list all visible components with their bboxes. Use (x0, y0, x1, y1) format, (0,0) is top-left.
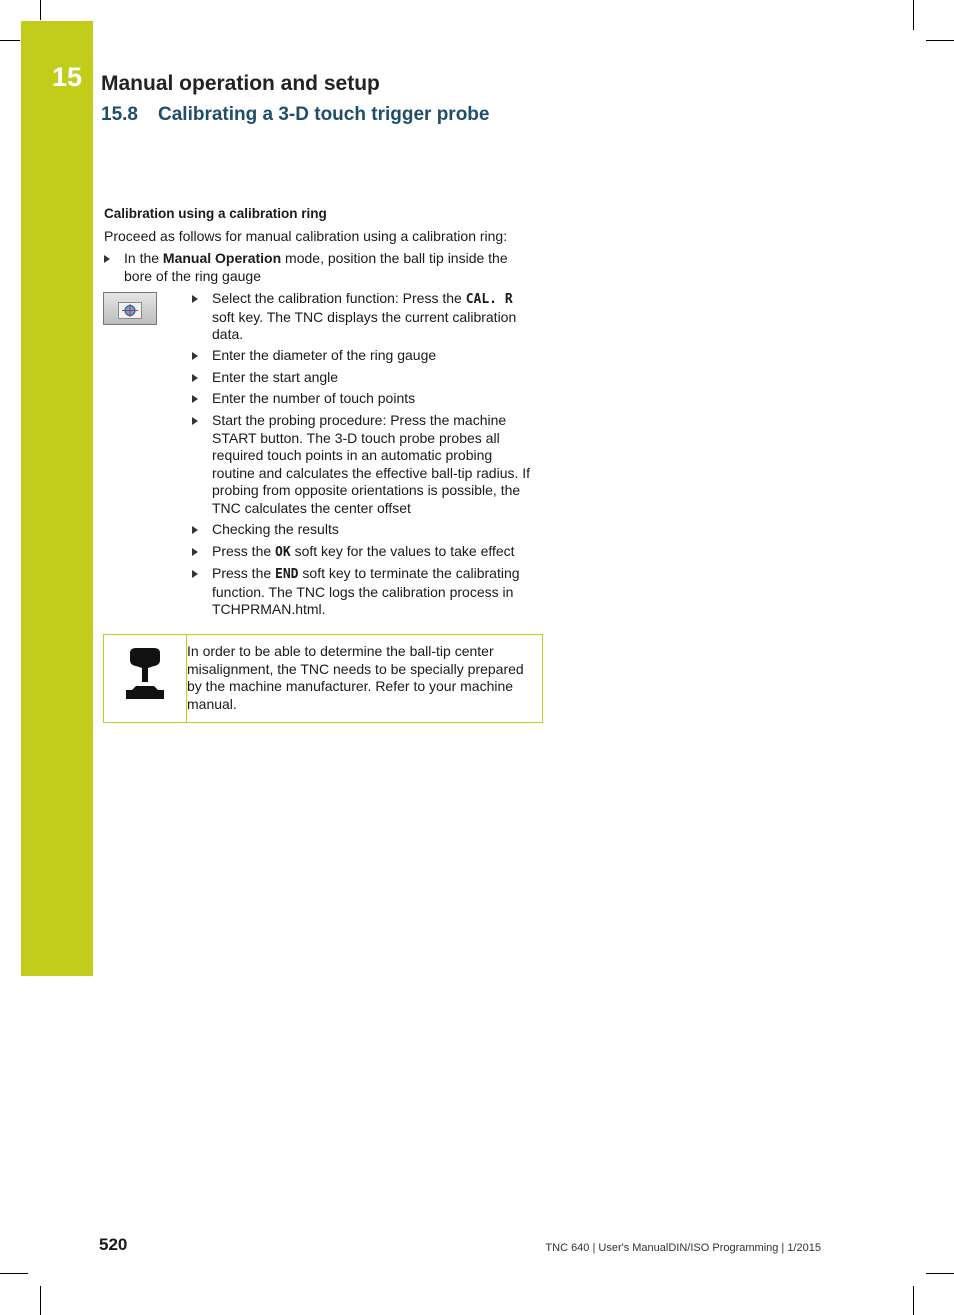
step-item (104, 250, 534, 285)
crop-mark (0, 40, 20, 41)
step-text: Enter the diameter of the ring gauge (212, 347, 437, 363)
crop-mark (926, 40, 954, 41)
softkey-name: CAL. R (465, 292, 513, 307)
bullet-arrow-icon (192, 295, 198, 303)
crop-mark (0, 1273, 28, 1274)
step-text: Start the probing procedure: Press the machine START button. The 3-D touch probe probes all required touch points in an automatic probing routine and calculates the effective ball-tip radius. If probing from opposite orientations is possible, the TNC calculates the center offset (212, 412, 531, 516)
bullet-arrow-icon (192, 548, 198, 556)
bullet-arrow-icon (192, 352, 198, 360)
bullet-arrow-icon (192, 395, 198, 403)
bullet-arrow-icon (104, 255, 110, 263)
note-box (103, 634, 543, 723)
mode-name: Manual Operation (162, 250, 282, 266)
bullet-arrow-icon (192, 526, 198, 534)
step-text: Enter the start angle (212, 369, 339, 385)
step-item (192, 290, 537, 344)
softkey-name: END (275, 567, 299, 582)
step-item (192, 543, 542, 562)
step-text: In the Manual Operation mode, position the ball tip inside the bore of the ring gauge (124, 250, 508, 284)
machine-manufacturer-icon (124, 645, 166, 705)
footer-text: TNC 640 | User's ManualDIN/ISO Programming | 1/2015 (545, 1242, 821, 1254)
step-item (192, 412, 537, 517)
crop-mark (40, 1286, 41, 1315)
chapter-number: 15 (52, 62, 83, 92)
page-number: 520 (99, 1235, 128, 1254)
crop-mark (40, 0, 41, 20)
step-text: Enter the number of touch points (212, 390, 416, 406)
step-text: Checking the results (212, 521, 339, 537)
section-title-text: Calibrating a 3-D touch trigger probe (158, 104, 490, 125)
step-text: Press the END soft key to terminate the calibrating function. The TNC logs the calibration process in TCHPRMAN.html. (212, 565, 520, 617)
intro-text: Proceed as follows for manual calibration using a calibration ring: (104, 228, 508, 244)
step-item (192, 521, 537, 539)
section-title (101, 104, 489, 126)
step-item (192, 565, 542, 619)
step-text: Press the OK soft key for the values to take effect (212, 543, 515, 560)
bullet-arrow-icon (192, 374, 198, 382)
section-number: 15.8 (101, 104, 138, 125)
chapter-title: Manual operation and setup (101, 72, 380, 95)
subheading: Calibration using a calibration ring (104, 206, 327, 221)
probe-target-icon (119, 303, 141, 318)
chapter-band (21, 21, 93, 976)
cal-r-softkey-image (103, 292, 157, 325)
crop-mark (926, 1273, 954, 1274)
crop-mark (913, 1286, 914, 1315)
step-text: Select the calibration function: Press the CAL. R soft key. The TNC displays the current calibration data. (212, 290, 517, 342)
note-text: In order to be able to determine the ball-tip center misalignment, the TNC needs to be specially prepared by the machine manufacturer. Refer to your machine manual. (187, 643, 524, 712)
step-item (192, 369, 537, 387)
softkey-name: OK (275, 545, 291, 560)
bullet-arrow-icon (192, 570, 198, 578)
bullet-arrow-icon (192, 417, 198, 425)
crop-mark (913, 0, 914, 30)
step-item (192, 347, 537, 365)
step-item (192, 390, 537, 408)
